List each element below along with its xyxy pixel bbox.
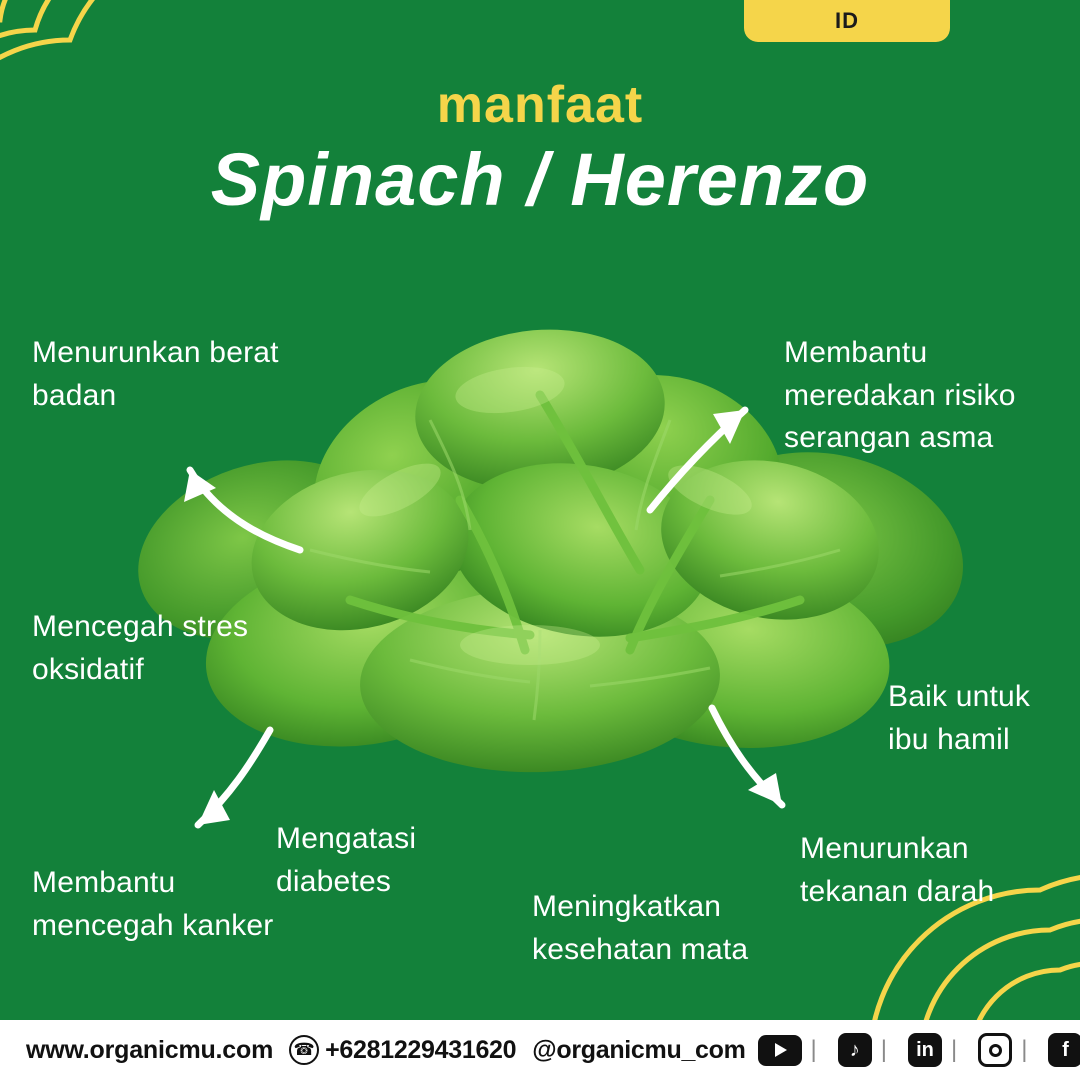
social-youtube[interactable] xyxy=(758,1035,802,1066)
benefit-blood-pressure: Menurunkan tekanan darah xyxy=(800,832,995,908)
whatsapp-icon: ☎ xyxy=(289,1035,319,1065)
social-facebook[interactable] xyxy=(1048,1033,1080,1067)
benefit-eye-health: Meningkatkan kesehatan mata xyxy=(532,890,749,966)
social-instagram[interactable] xyxy=(978,1033,1012,1067)
tiktok-icon: ♪ xyxy=(838,1033,872,1067)
social-tiktok[interactable] xyxy=(838,1033,872,1067)
footer-instagram-handle[interactable]: @organicmu_com xyxy=(532,1035,746,1064)
footer-divider-3: | xyxy=(951,1036,958,1063)
footer-phone: +6281229431620 xyxy=(325,1035,517,1064)
footer-bar xyxy=(0,1020,1080,1080)
page-title: Spinach / Herenzo xyxy=(210,137,870,221)
benefit-diabetes: Mengatasi diabetes xyxy=(276,822,417,898)
title-block xyxy=(0,78,1080,222)
benefit-pregnancy: Baik untuk ibu hamil xyxy=(888,680,1031,756)
benefit-asthma: Membantu meredakan risiko serangan asma xyxy=(784,336,1016,455)
benefit-weight: Menurunkan berat badan xyxy=(32,336,279,412)
instagram-icon xyxy=(978,1033,1012,1067)
footer-whatsapp[interactable] xyxy=(289,1035,516,1065)
linkedin-icon: in xyxy=(908,1033,942,1067)
benefit-oxidative-stress: Mencegah stres oksidatif xyxy=(32,610,249,686)
youtube-icon xyxy=(758,1035,802,1066)
benefit-cancer: Membantu mencegah kanker xyxy=(32,866,274,942)
footer-divider-4: | xyxy=(1021,1036,1028,1063)
facebook-icon: f xyxy=(1048,1033,1080,1067)
language-badge xyxy=(744,0,950,42)
language-badge-label: ID xyxy=(835,8,859,33)
footer-divider-2: | xyxy=(880,1036,888,1063)
footer-website[interactable]: www.organicmu.com xyxy=(26,1035,274,1064)
title-kicker: manfaat xyxy=(436,76,644,134)
social-linkedin[interactable] xyxy=(908,1033,942,1067)
footer-divider-1: | xyxy=(810,1036,817,1063)
